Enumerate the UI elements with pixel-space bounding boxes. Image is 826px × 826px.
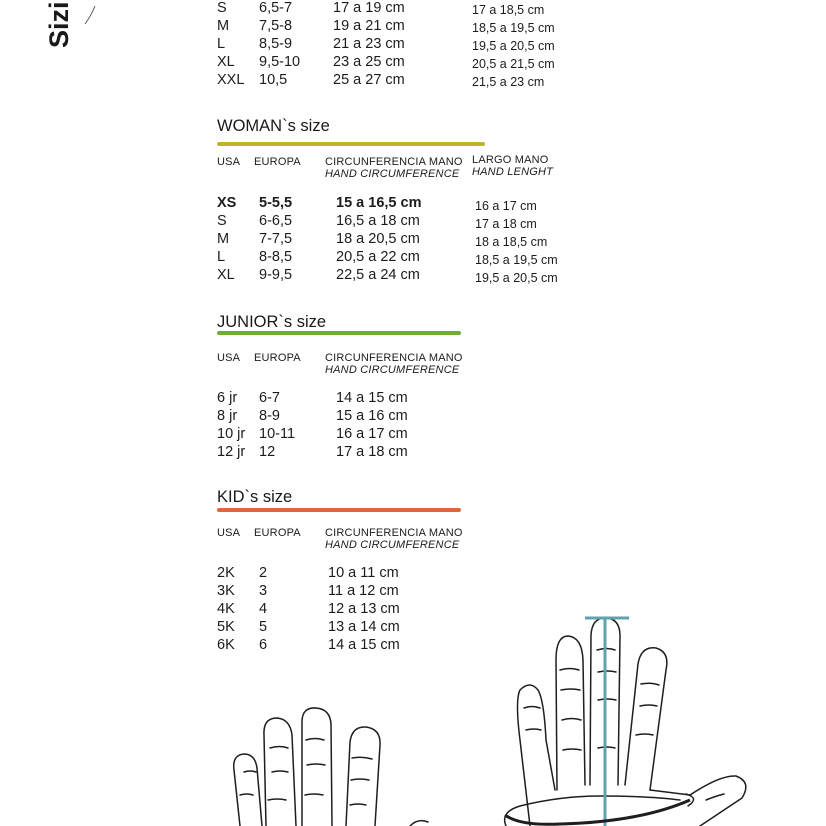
header-circumference: CIRCUNFERENCIA MANO HAND CIRCUMFERENCE [325,527,463,551]
header-usa: USA [217,352,241,364]
section-title: KID`s size [217,488,293,506]
header-europa: EUROPA [254,527,301,539]
page-title-vertical: Sizi [44,1,74,48]
header-europa: EUROPA [254,156,301,168]
header-length: LARGO MANO HAND LENGHT [472,154,554,178]
header-europa: EUROPA [254,352,301,364]
header-circumference: CIRCUNFERENCIA MANO HAND CIRCUMFERENCE [325,352,463,376]
right-hand-illustration [505,618,746,826]
header-usa: USA [217,527,241,539]
section-title: WOMAN`s size [217,117,330,135]
header-circumference: CIRCUNFERENCIA MANO HAND CIRCUMFERENCE [325,156,463,180]
left-hand-illustration [234,708,428,826]
section-title: JUNIOR`s size [217,313,327,331]
header-usa: USA [217,156,241,168]
